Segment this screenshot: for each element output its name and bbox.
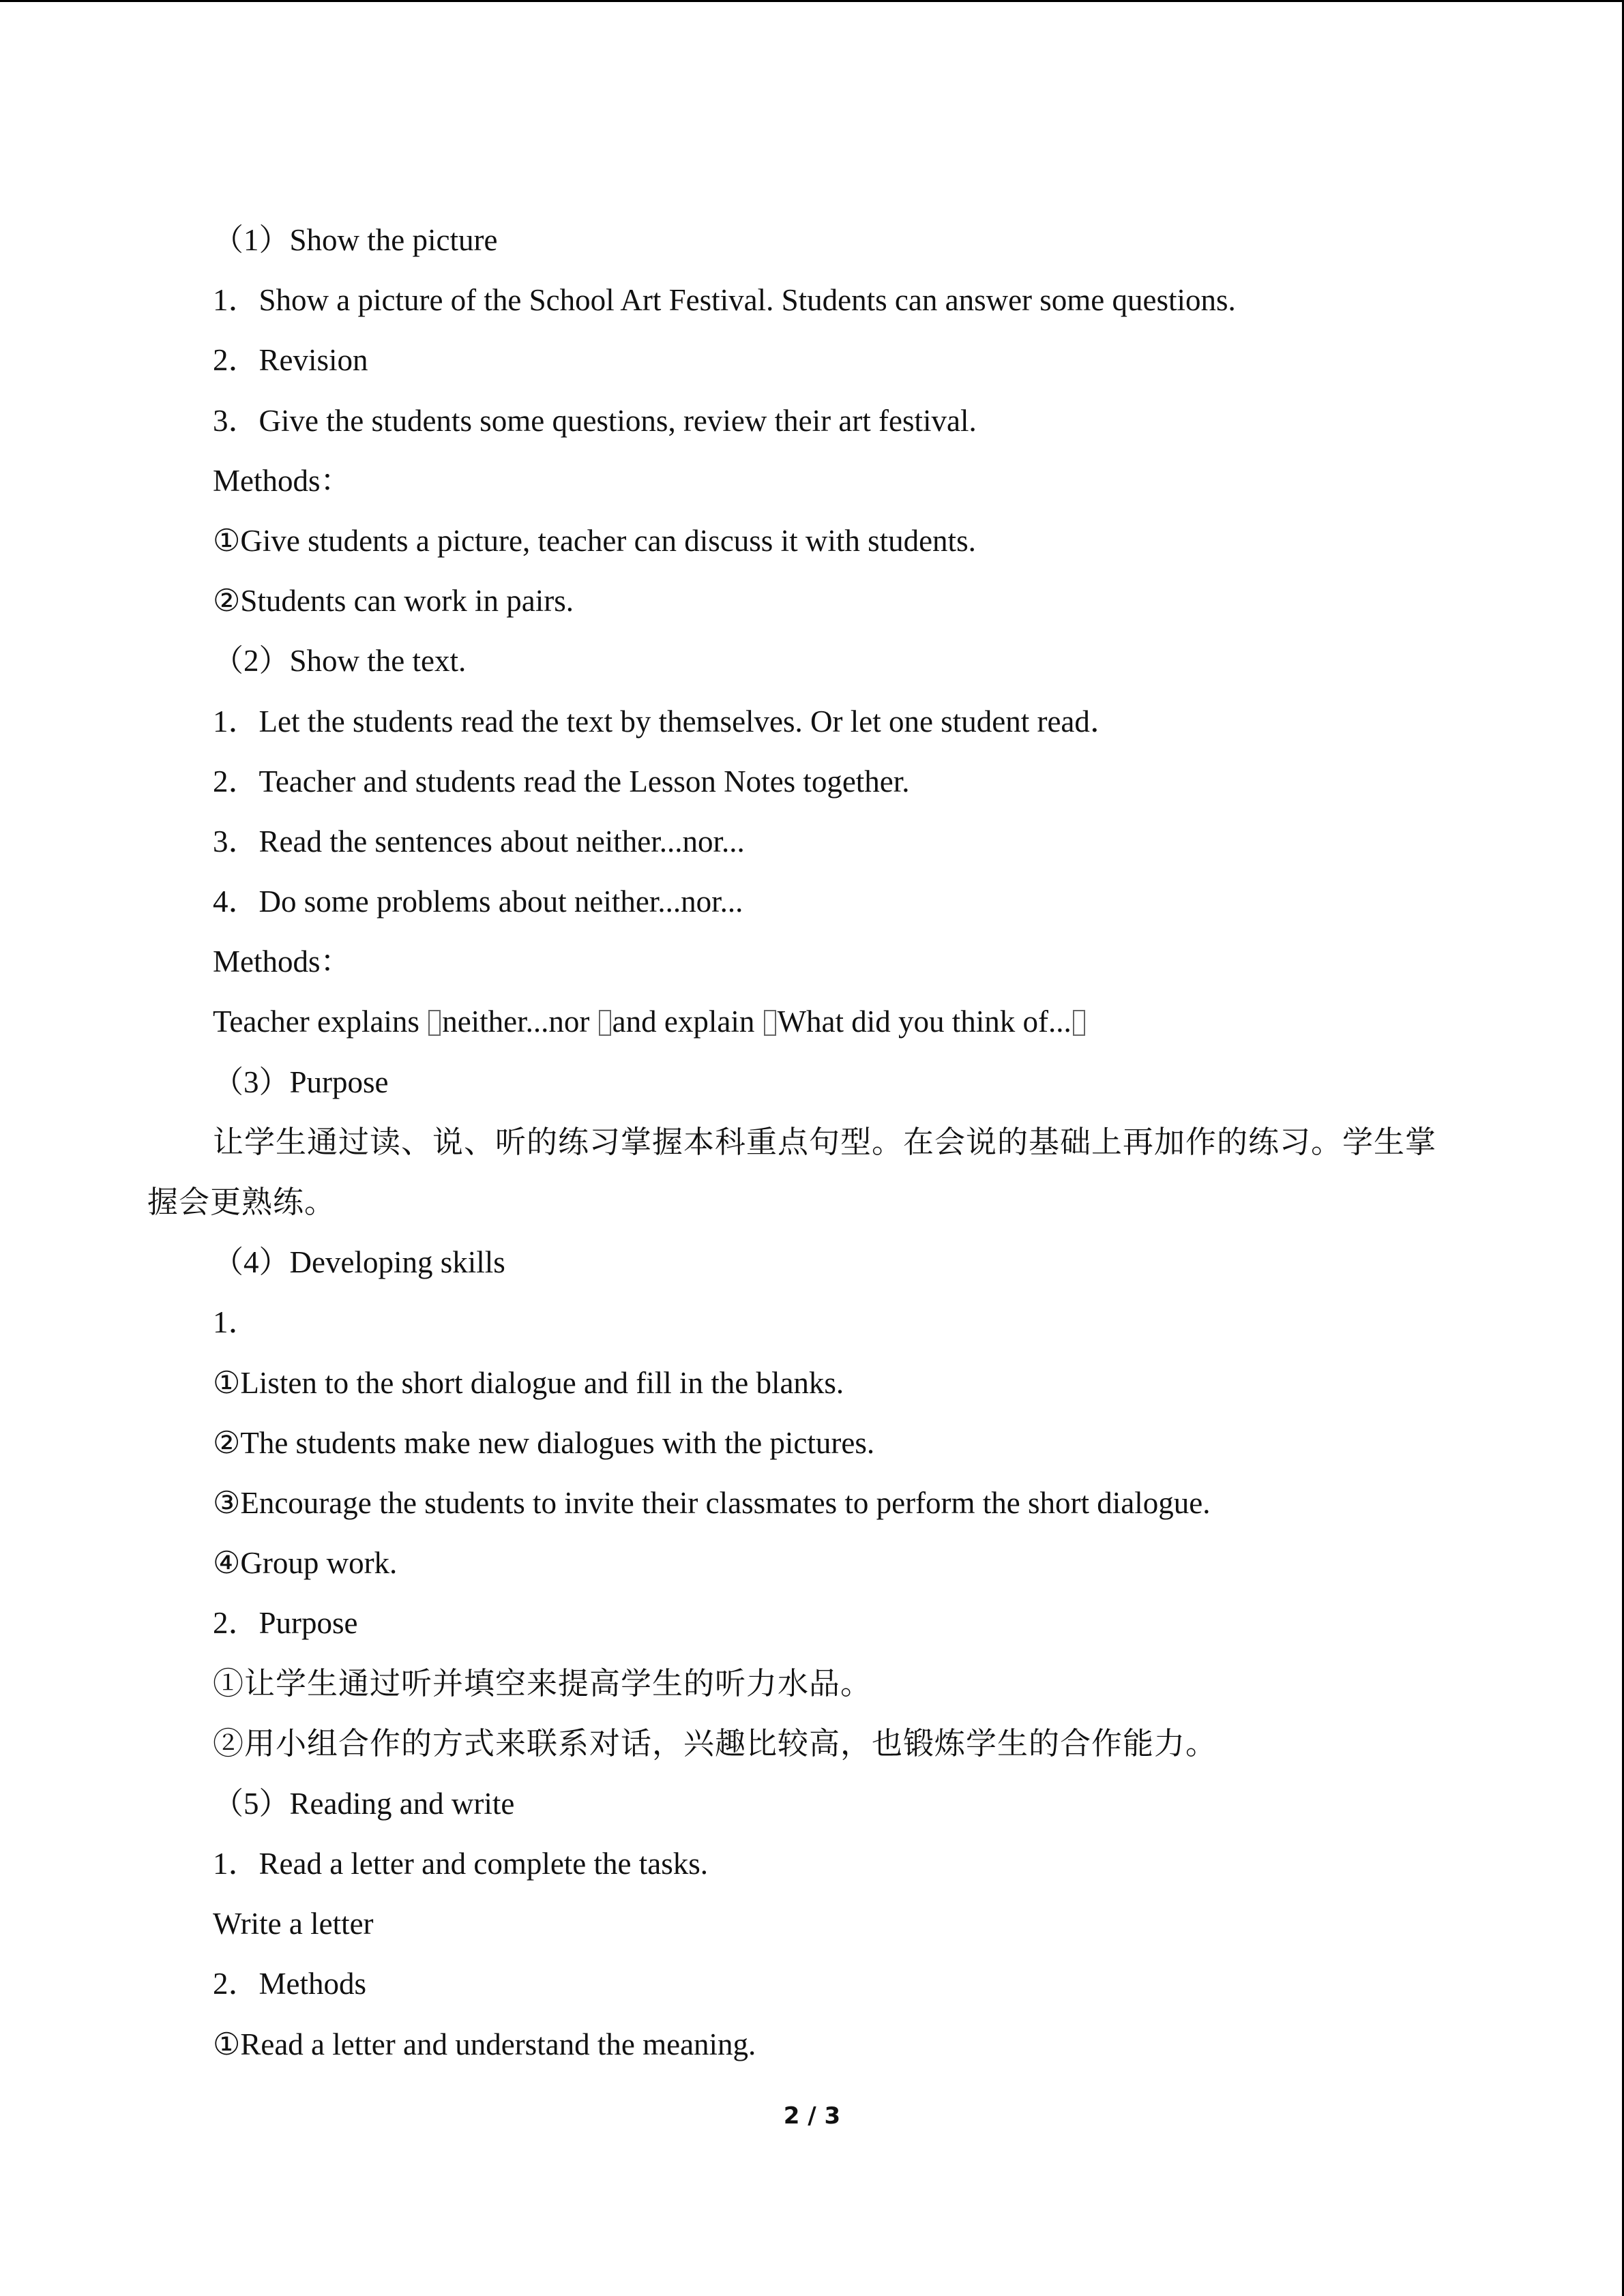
paragraph-line: 4．Do some problems about neither...nor... (213, 884, 743, 919)
paragraph-line-with-glyph-boxes (0, 992, 1624, 1052)
paragraph-line: ④Group work. (213, 1546, 398, 1581)
paragraph-line: ②The students make new dialogues with the pictures. (213, 1425, 875, 1460)
paragraph-line: ①Read a letter and understand the meaning. (213, 2027, 756, 2061)
chinese-line: ①让学生通过听并填空来提高学生的听力水品。 (213, 1666, 872, 1701)
section-heading-developing-skills: （4）Developing skills (213, 1245, 505, 1280)
paragraph-line: ③Encourage the students to invite their classmates to perform the short dialogue. (213, 1485, 1211, 1520)
chinese-line: ②用小组合作的方式来联系对话，兴趣比较高，也锻炼学生的合作能力。 (213, 1726, 1217, 1761)
paragraph-line: 1． (213, 1305, 259, 1340)
text-segment: What did you think of... (777, 1004, 1072, 1039)
paragraph-line: ②Students can work in pairs. (213, 584, 574, 618)
paragraph-line: 1．Let the students read the text by themselves. Or let one student read． (213, 704, 1121, 739)
section-heading-reading-write: （5）Reading and write (213, 1786, 515, 1821)
paragraph-line: ①Give students a picture, teacher can discuss it with students. (213, 523, 976, 558)
chinese-paragraph: 让学生通过读、说、听的练习掌握本科重点句型。在会说的基础上再加作的练习。学生掌握会更熟练。 (147, 1124, 1437, 1220)
paragraph-line: ①Listen to the short dialogue and fill in the blanks. (213, 1365, 844, 1400)
methods-label: Methods： (213, 944, 351, 979)
paragraph-line: 2．Revision (213, 343, 368, 378)
missing-glyph-box (428, 1010, 441, 1036)
paragraph-line: 1．Show a picture of the School Art Festival. Students can answer some questions. (213, 283, 1236, 318)
section-heading-show-text: （2）Show the text. (213, 644, 467, 679)
missing-glyph-box (764, 1010, 776, 1036)
section-heading-show-picture: （1）Show the picture (213, 223, 498, 257)
paragraph-line: 2．Teacher and students read the Lesson Notes together. (213, 764, 910, 799)
paragraph-line: 3．Give the students some questions, review their art festival. (213, 403, 977, 438)
page-border-top (0, 0, 1624, 2)
paragraph-line: 1．Read a letter and complete the tasks. (213, 1847, 708, 1881)
text-segment: Teacher explains (213, 1004, 428, 1039)
paragraph-line: 3．Read the sentences about neither...nor... (213, 824, 745, 859)
paragraph-line: 2．Purpose (213, 1606, 358, 1641)
paragraph-line: Write a letter (213, 1907, 374, 1941)
text-segment: and explain (612, 1004, 763, 1039)
missing-glyph-box (1073, 1010, 1085, 1036)
section-heading-purpose: （3）Purpose (213, 1064, 389, 1099)
text-segment: neither...nor (442, 1004, 597, 1039)
missing-glyph-box (599, 1010, 611, 1036)
page-number: 2 / 3 (783, 2102, 841, 2130)
paragraph-line: 2．Methods (213, 1967, 367, 2001)
methods-label: Methods： (213, 463, 351, 498)
document-body (0, 210, 1624, 2074)
